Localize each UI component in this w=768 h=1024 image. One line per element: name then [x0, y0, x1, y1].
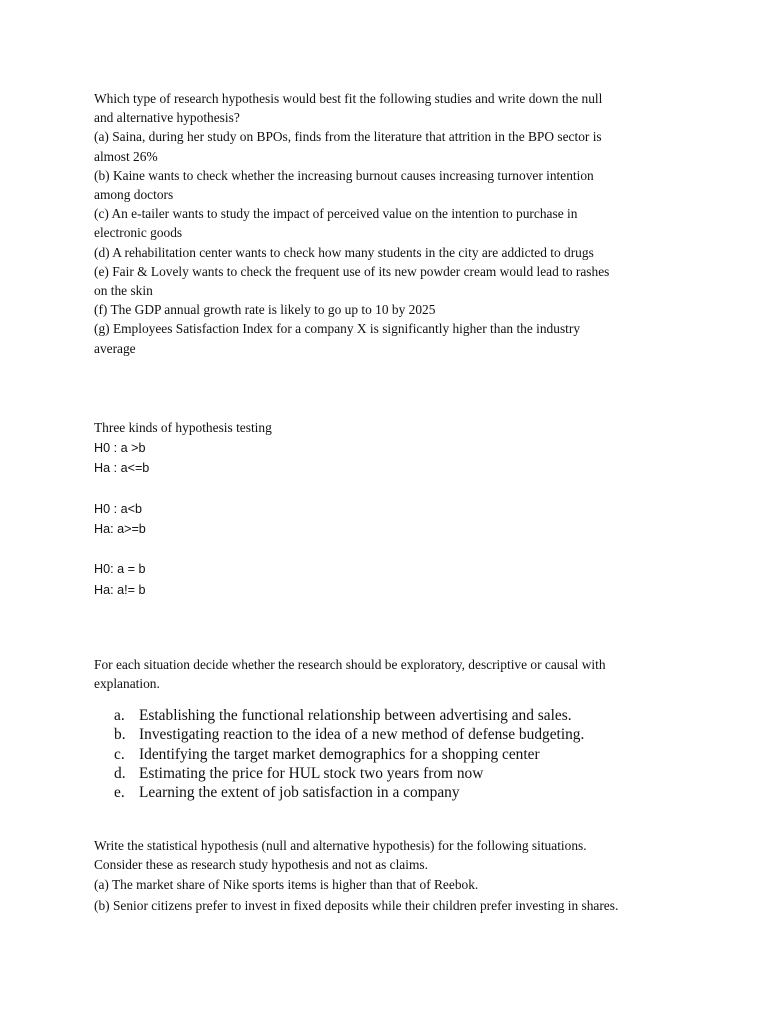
question-line: For each situation decide whether the research should be exploratory, descriptive or causal with — [94, 657, 606, 672]
question-line: Which type of research hypothesis would best fit the following studies and write down the null — [94, 91, 603, 106]
question-line: Consider these as research study hypothesis and not as claims. — [94, 857, 428, 873]
list-item-text: Learning the extent of job satisfaction in a company — [139, 784, 460, 802]
section4-item-b: (b) Senior citizens prefer to invest in fixed deposits while their children prefer investing in shares. — [94, 897, 619, 913]
alternative-hypothesis: Ha: a>=b — [94, 522, 146, 536]
spacer — [94, 539, 684, 559]
section1-item-a — [94, 127, 684, 165]
list-item — [114, 783, 714, 802]
list-item-text: Establishing the functional relationship between advertising and sales. — [139, 707, 572, 724]
section1-question — [94, 89, 684, 127]
list-marker: d. — [114, 764, 126, 782]
list-item-text: Estimating the price for HUL stock two years from now — [139, 764, 484, 782]
list-item — [114, 725, 714, 744]
null-hypothesis: H0 : a >b — [94, 441, 146, 456]
section1-item-f — [94, 300, 684, 319]
alternative-hypothesis: Ha : a<=b — [94, 461, 150, 476]
section1-item-e — [94, 262, 684, 300]
hypothesis-pair — [94, 499, 684, 539]
research-type-question-section — [94, 655, 684, 693]
question-line: explanation. — [94, 676, 160, 692]
list-marker: c. — [114, 745, 125, 763]
section1-item-g — [94, 319, 684, 357]
question-line: and alternative hypothesis? — [94, 110, 240, 126]
section4-item-a: (a) The market share of Nike sports items is higher than that of Reebok. — [94, 877, 479, 893]
hypothesis-pair — [94, 559, 684, 599]
section1-item-d — [94, 243, 684, 262]
item-line: (g) Employees Satisfaction Index for a company X is significantly higher than the industry — [94, 321, 581, 337]
list-marker: e. — [114, 784, 125, 802]
section1-item-b — [94, 166, 684, 204]
list-item — [114, 745, 714, 764]
null-hypothesis: H0: a = b — [94, 562, 146, 577]
list-marker: b. — [114, 726, 126, 744]
spacer — [94, 479, 684, 499]
item-line: among doctors — [94, 187, 174, 203]
item-line: (d) A rehabilitation center wants to check how many students in the city are addicted to drugs — [94, 244, 594, 260]
question-line: Write the statistical hypothesis (null and alternative hypothesis) for the following situations. — [94, 838, 587, 853]
item-line: (f) The GDP annual growth rate is likely to go up to 10 by 2025 — [94, 302, 436, 318]
list-item — [114, 706, 714, 725]
item-line: (a) Saina, during her study on BPOs, finds from the literature that attrition in the BPO sector is — [94, 129, 602, 145]
hypothesis-pair — [94, 438, 684, 478]
list-marker: a. — [114, 707, 125, 724]
list-item-text: Investigating reaction to the idea of a new method of defense budgeting. — [139, 726, 585, 744]
item-line: almost 26% — [94, 148, 158, 164]
item-line: average — [94, 340, 136, 356]
null-hypothesis: H0 : a<b — [94, 501, 142, 516]
item-line: (b) Kaine wants to check whether the increasing burnout causes increasing turnover intention — [94, 167, 594, 183]
item-line: (e) Fair & Lovely wants to check the frequent use of its new powder cream would lead to rashes — [94, 263, 610, 279]
item-line: (c) An e-tailer wants to study the impact of perceived value on the intention to purchase in — [94, 206, 578, 222]
list-item — [114, 764, 714, 783]
hypothesis-type-question-section — [94, 89, 684, 358]
section1-item-c — [94, 204, 684, 242]
list-item-text: Identifying the target market demographics for a shopping center — [139, 745, 540, 763]
hypothesis-testing-section — [94, 418, 684, 600]
alternative-hypothesis: Ha: a!= b — [94, 582, 146, 597]
statistical-hypothesis-section — [94, 836, 684, 915]
section-heading: Three kinds of hypothesis testing — [94, 420, 272, 435]
item-line: electronic goods — [94, 225, 183, 241]
item-line: on the skin — [94, 283, 153, 299]
research-situations-list — [114, 706, 714, 802]
